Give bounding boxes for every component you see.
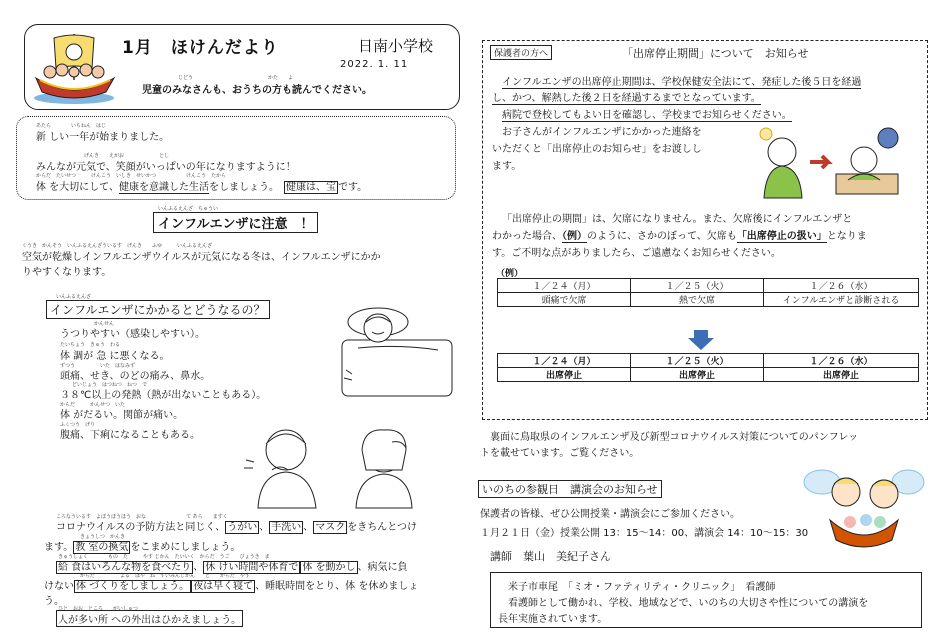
greeting-ruby: じどう かた よ xyxy=(178,75,294,81)
notice-p1-line1 xyxy=(502,73,861,88)
table-header: １／２５（火） xyxy=(631,279,764,293)
intro-line3-ruby: からだ たいせつ けんこう いしき せいかつ けんこう たから xyxy=(36,173,227,179)
prevention-text: をきちんとつけ xyxy=(347,522,418,533)
prevention-line5: う。 xyxy=(44,596,64,607)
intro-line2-ruby: げんき えがお とし xyxy=(84,153,170,159)
lecture-speaker: 講師 葉山 美紀子さん xyxy=(490,550,611,563)
intro-boxed: 健康は、宝 xyxy=(285,182,336,193)
speaker-bio-line2: 看護師として働かれ、学校、地域などで、いのちの大切さや性についての講演を xyxy=(508,598,869,609)
notice-p2: 病院で登校してもよい日を確認し、学校までお知らせください。 xyxy=(502,106,792,122)
influenza-text-ruby: くうき かんそう いんふるえんざういるす げんき ふゆ いんふるえんざ xyxy=(22,243,213,249)
prevention-boxed: うがい xyxy=(227,522,258,533)
prevention-text: けない xyxy=(44,581,74,592)
pamphlet-line2: トを載せています。ご覧ください。 xyxy=(480,448,640,459)
notice-underlined: インフルエンザの出席停止期間は、学校保健安全法にて、 xyxy=(502,77,762,88)
prevention-text: 、病気に負 xyxy=(357,562,408,573)
symptom-item: うつりやすい（感染しやすい）。 xyxy=(60,329,205,340)
arrow-down-icon xyxy=(688,330,714,350)
table-cell: 出席停止 xyxy=(631,368,764,382)
coughing-boy-illustration xyxy=(240,420,330,510)
table-header: １／２４（月） xyxy=(498,279,631,293)
table-cell: 頭痛で欠席 xyxy=(498,293,631,307)
symptom-item: ３８℃以上の発熱（熱が出ないこともある）。 xyxy=(60,390,267,401)
intro-line1: 新 しい一年が始まりました。 xyxy=(36,132,170,143)
symptom-item: 体 調が 急 に悪くなる。 xyxy=(60,351,170,362)
table-header: １／２６（水） xyxy=(764,279,919,293)
prevention-text: 、 xyxy=(193,562,204,573)
symptom-ruby: たいちょう きゅう わる xyxy=(60,342,121,348)
treasure-ship-illustration xyxy=(30,28,118,108)
prevention-boxed: 給 食はいろんな物を食べたり xyxy=(58,562,192,573)
symptom-item: 腹痛、下痢になることもある。 xyxy=(60,430,200,441)
influenza-text-line1: 空気が乾燥しインフルエンザウイルスが元気になる冬は、インフルエンザにかか xyxy=(22,252,381,263)
notice-underlined: 「出席停止の扱い」 xyxy=(736,231,827,242)
intro-line1-ruby: あたら いちねん はじ xyxy=(36,123,107,129)
lecture-line1: 保護者の皆様、ぜひ公開授業・講演会にご参加ください。 xyxy=(480,509,740,520)
notice-underlined: （例） xyxy=(562,231,587,242)
feverish-girl-illustration xyxy=(340,420,430,510)
table-cell: 出席停止 xyxy=(764,368,919,382)
symptom-ruby: かんせん xyxy=(94,321,115,327)
table-cell: インフルエンザと診断される xyxy=(764,293,919,307)
issue-date: 2022. 1. 11 xyxy=(340,59,409,70)
intro-text: をしましょう。 xyxy=(208,182,274,193)
sick-child-illustration xyxy=(752,122,902,200)
prevention-text: をこまめにしましょう。 xyxy=(130,542,241,553)
prevention-ruby: ころなういるす よぼうほうほう おな て あら ますく xyxy=(56,514,228,520)
symptoms-heading: インフルエンザにかかるとどうなるの？ xyxy=(46,300,270,319)
prevention-boxed: 手洗い xyxy=(271,522,302,533)
symptom-ruby: ふくつう げり xyxy=(60,422,96,428)
prevention-text: 、 xyxy=(303,522,314,533)
newsletter-title: 1月 ほけんだより xyxy=(122,38,279,58)
notice-text: となりま xyxy=(826,231,867,242)
example-label: （例） xyxy=(496,269,524,279)
table-cell: 熱で欠席 xyxy=(631,293,764,307)
symptom-ruby: からだ かんせつ いた xyxy=(60,402,126,408)
prevention-ruby: きょうしつ かんき xyxy=(80,534,126,540)
intro-line2: みんなが元気で、笑顔がいっぱいの年になりますように！ xyxy=(36,162,296,173)
prevention-text: 、 xyxy=(259,522,270,533)
influenza-text-line2: りやすくなります。 xyxy=(22,267,112,278)
notice-p3-line1: お子さんがインフルエンザにかかった連絡を xyxy=(502,127,702,138)
notice-p3-line3: ます。 xyxy=(492,161,522,172)
sick-in-bed-illustration xyxy=(338,300,458,400)
prevention-boxed: 夜は早く寝て xyxy=(193,581,254,592)
prevention-line3 xyxy=(56,558,408,573)
table-header: １／２５（火） xyxy=(631,354,764,368)
symptom-ruby: どいじょう はつねつ ねつ で xyxy=(72,382,148,388)
notice-text: わかった場合、 xyxy=(492,231,562,242)
symptoms-heading-ruby: いんふるえんざ xyxy=(56,294,92,300)
example-table-after xyxy=(497,353,919,382)
prevention-boxed: マスク xyxy=(315,522,346,533)
prevention-text: 、睡眠時間をとり、体 を休めましょ xyxy=(255,581,419,592)
intro-text: です。 xyxy=(337,182,368,193)
notice-p4-line3: す。ご不明な点がありましたら、ご遠慮なくお知らせください。 xyxy=(492,248,781,259)
table-header: １／２６（水） xyxy=(764,354,919,368)
prevention-text: コロナウイルスの予防方法と同じく、 xyxy=(56,522,226,533)
notice-p4-line1: 「出席停止の期間」は、欠席になりません。また、欠席後にインフルエンザと xyxy=(502,214,853,225)
prevention-boxed: 休 けい時間や体育で xyxy=(205,562,299,573)
lecture-line2: １月２１日（金）授業公開 13：15～14：00、講演会 14：10～15：30 xyxy=(480,528,809,539)
prevention-line4 xyxy=(44,577,418,592)
table-cell: 出席停止 xyxy=(498,368,631,382)
speaker-bio-line1: 米子市車尾 「ミオ・ファティリティ・クリニック」 看護師 xyxy=(508,582,776,593)
notice-p3-line2: いただくと「出席停止のお知らせ」をお渡しし xyxy=(492,144,702,155)
pamphlet-line1: 裏面に鳥取県のインフルエンザ及び新型コロナウイルス対策についてのパンフレッ xyxy=(490,432,859,443)
notice-text: のように、さかのぼって、欠席も xyxy=(587,231,737,242)
greeting: 児童のみなさんも、おうちの方も読んでください。 xyxy=(142,85,372,96)
symptom-item: 頭痛、せき、のどの痛み、鼻水。 xyxy=(60,371,211,382)
symptom-ruby: ずつう いた はなみず xyxy=(60,363,136,369)
notice-title: 「出席停止期間」について お知らせ xyxy=(622,47,809,60)
prevention-boxed: 体 を動かし xyxy=(302,562,356,573)
notice-p1-line2: し、かつ、解熱した後２日を経過するまでとなっています。 xyxy=(492,89,761,105)
prevention-ruby: からだ よる はや ね すいみんじかん と からだ やす xyxy=(80,573,251,579)
prevention-line1 xyxy=(56,518,417,533)
school-name: 日南小学校 xyxy=(358,37,434,55)
notice-underlined: 発症した後５日を経過 xyxy=(761,77,862,88)
notice-p4-line2 xyxy=(492,227,867,242)
influenza-heading-ruby: いんふるえんざ ちゅうい xyxy=(158,206,219,212)
prevention-text: ます。 xyxy=(44,542,74,553)
prevention-boxed: 教 室の換気 xyxy=(75,542,129,553)
guardian-label: 保護者の方へ xyxy=(490,45,552,60)
prevention-line2 xyxy=(44,538,240,553)
prevention-boxed: 体 づくりをしましょう。 xyxy=(76,581,190,592)
intro-underlined: 健康を意識した生活 xyxy=(118,182,209,193)
influenza-heading: インフルエンザに注意 ！ xyxy=(153,212,318,233)
symptom-item: 体 がだるい。関節が痛い。 xyxy=(60,410,184,421)
intro-line3 xyxy=(36,178,367,193)
table-header: １／２４（月） xyxy=(498,354,631,368)
intro-text: 体 を大切にして、 xyxy=(36,182,119,193)
lecture-heading: いのちの参観日 講演会のお知らせ xyxy=(478,480,662,498)
prevention-ruby: きゅうしょく もの た やす じかん たいいく からだ うご びょうき ま xyxy=(58,554,270,560)
speaker-bio-line3: 長年実施されています。 xyxy=(498,614,608,625)
prevention-ruby: ひと おお ところ がいしゅつ xyxy=(58,606,139,612)
example-table-before xyxy=(497,278,919,307)
cherubs-illustration xyxy=(800,460,926,552)
prevention-line6: 人が多い所 への外出はひかえましょう。 xyxy=(56,610,243,627)
